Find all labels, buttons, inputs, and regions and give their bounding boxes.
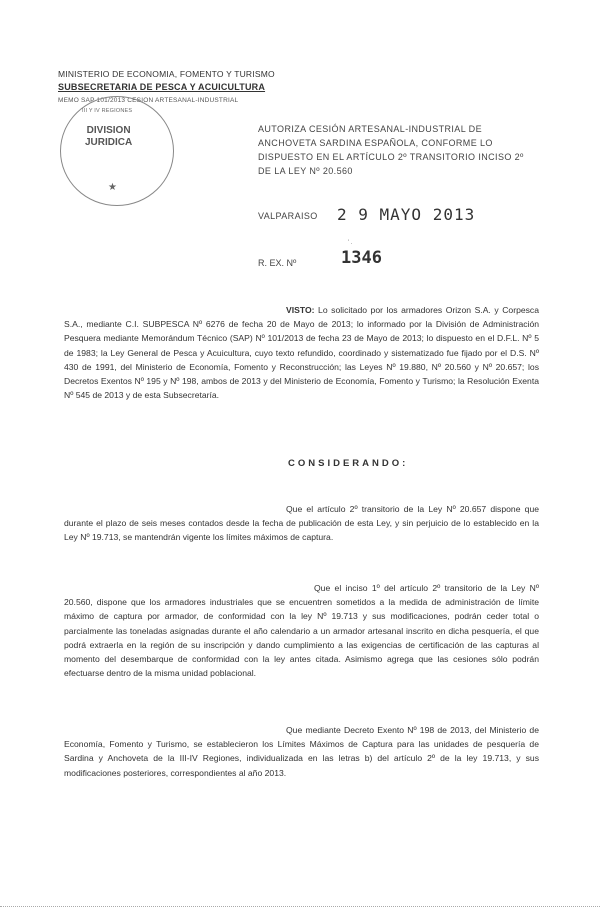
considerando-heading: CONSIDERANDO: bbox=[288, 458, 409, 469]
official-seal bbox=[60, 96, 174, 206]
dateline-place: VALPARAISO bbox=[258, 211, 318, 221]
subsecretaria-name: SUBSECRETARIA DE PESCA Y ACUICULTURA bbox=[58, 82, 266, 92]
stamp-mark: ' . bbox=[348, 240, 353, 246]
region-reference: III Y IV REGIONES bbox=[82, 108, 133, 114]
considerando-paragraph-1 bbox=[64, 502, 539, 545]
considerando-text-1: Que el artículo 2º transitorio de la Ley Nº 20.657 dispone que durante el plazo de seis meses contados desde la fecha de publicación de esta Ley, y sin perjuicio de lo establecido en la Ley Nº 19.713, se mantendrán vigente los límites máximos de captura. bbox=[64, 504, 539, 543]
visto-lead: VISTO: bbox=[286, 305, 315, 315]
resolution-subject: AUTORIZA CESIÓN ARTESANAL-INDUSTRIAL DE ANCHOVETA SARDINA ESPAÑOLA, CONFORME LO DISPUESTO EN EL ARTÍCULO 2º TRANSITORIO INCISO 2º DE LA LEY Nº 20.560 bbox=[258, 124, 524, 176]
considerando-paragraph-2 bbox=[64, 581, 539, 680]
seal-text bbox=[85, 125, 132, 149]
page-bottom-rule bbox=[0, 906, 600, 907]
memo-reference: MEMO SAP 101/2013 CESION ARTESANAL-INDUSTRIAL bbox=[58, 97, 239, 104]
considerando-text-3: Que mediante Decreto Exento Nº 198 de 2013, del Ministerio de Economía, Fomento y Turismo, se establecieron los Límites Máximos de Captura para las unidades de pesquería de Sardina y Anchoveta de la III-IV Regiones, individualizada en las letras b) del artículo 2º de la ley 19.713, y sus modificaciones posteriores, correspondientes al año 2013. bbox=[64, 725, 539, 778]
visto-paragraph bbox=[64, 303, 539, 402]
dateline-date: 2 9 MAYO 2013 bbox=[337, 205, 476, 224]
considerando-paragraph-3 bbox=[64, 723, 539, 780]
star-icon: ★ bbox=[108, 182, 117, 193]
rex-number: 1346 bbox=[341, 248, 382, 268]
seal-line-1: DIVISION bbox=[86, 125, 131, 136]
rex-label: R. EX. Nº bbox=[258, 258, 297, 268]
seal-line-2: JURIDICA bbox=[85, 137, 133, 148]
visto-text: Lo solicitado por los armadores Orizon S.A. y Corpesca S.A., mediante C.I. SUBPESCA Nº 6276 de fecha 20 de Mayo de 2013; lo informado por la División de Administración Pesquera mediante Memorándum Técnico (SAP) Nº 101/2013 de fecha 23 de Mayo de 2013; lo dispuesto en el D.F.L. Nº 5 de 1983; la Ley General de Pesca y Acuicultura, cuyo texto refundido, coordinado y sistematizado fue fijado por el D.S. Nº 430 de 1991, del Ministerio de Economía, Fomento y Reconstrucción; las Leyes Nº 19.880, Nº 20.560 y Nº 20.657; los Decretos Exentos Nº 195 y Nº 198, ambos de 2013 y del Ministerio de Economía, Fomento y Turismo; la Resolución Exenta Nº 545 de 2013 y de esta Subsecretaría. bbox=[64, 305, 539, 401]
ministry-name: MINISTERIO DE ECONOMIA, FOMENTO Y TURISMO bbox=[58, 69, 275, 79]
considerando-text-2: Que el inciso 1º del artículo 2º transitorio de la Ley Nº 20.560, dispone que los armadores industriales que se encuentren sometidos a la medida de administración de límite máximo de captura por armador, de conformidad con la ley Nº 19.713 y sus modificaciones, podrán ceder total o parcialmente las toneladas asignadas durante el año calendario a un armador artesanal inscrito en dicha pesquería, el que podrá extraerla en la región de su inscripción y dando cumplimiento a las exigencias de certificación de las capturas al momento del desembarque de conformidad con la ley antes citada. Asimismo agrega que las cesiones sólo podrán efectuarse dentro de la misma unidad poblacional. bbox=[64, 583, 539, 679]
